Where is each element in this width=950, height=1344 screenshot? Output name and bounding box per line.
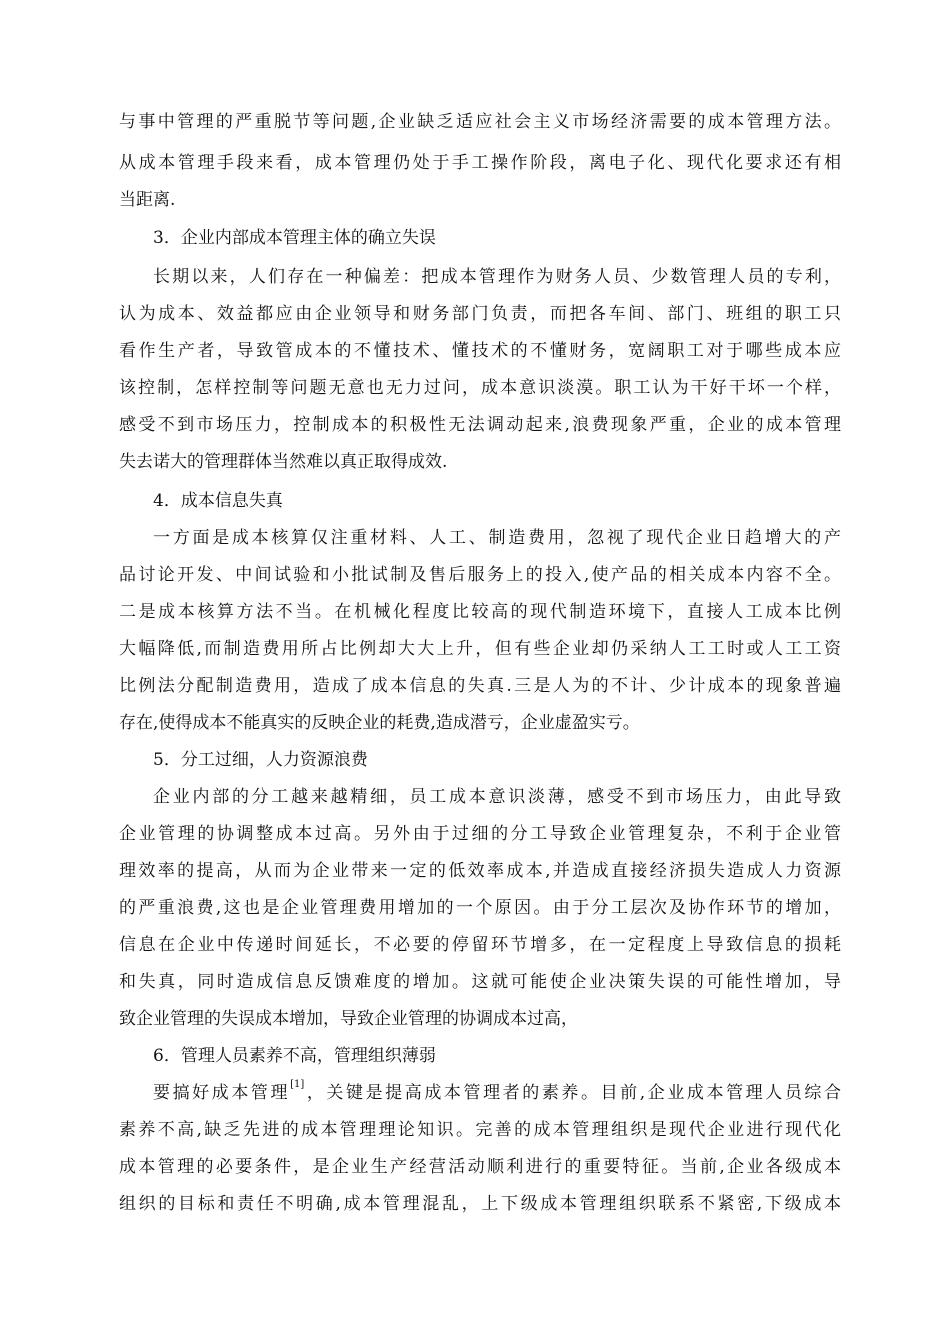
paragraph-line: [153, 1076, 841, 1110]
paragraph-line: 与事中管理的严重脱节等问题,企业缺乏适应社会主义市场经济需要的成本管理方法。: [119, 112, 841, 132]
section-heading: 5．分工过细，人力资源浪费: [153, 750, 368, 770]
paragraph-line: 感受不到市场压力，控制成本的积极性无法调动起来,浪费现象严重，企业的成本管理: [119, 415, 841, 435]
paragraph-line: 的严重浪费,这也是企业管理费用增加的一个原因。由于分工层次及协作环节的增加，: [119, 898, 841, 918]
paragraph-line: 信息在企业中传递时间延长，不必要的停留环节增多，在一定程度上导致信息的损耗: [119, 935, 841, 955]
paragraph-line: 大幅降低,而制造费用所占比例却大大上升，但有些企业却仍采纳人工工时或人工工资: [119, 639, 841, 659]
paragraph-line: 存在,使得成本不能真实的反映企业的耗费,造成潜亏，企业虚盈实亏。: [119, 713, 640, 733]
paragraph-line: 认为成本、效益都应由企业领导和财务部门负责，而把各车间、部门、班组的职工只: [119, 304, 841, 324]
section-heading: 3．企业内部成本管理主体的确立失误: [153, 228, 436, 248]
paragraph-line: 企业管理的协调整成本过高。另外由于过细的分工导致企业管理复杂，不利于企业管: [119, 824, 841, 844]
paragraph-line: 长期以来，人们存在一种偏差：把成本管理作为财务人员、少数管理人员的专利，: [153, 267, 841, 287]
paragraph-line: 比例法分配制造费用，造成了成本信息的失真.三是人为的不计、少计成本的现象普遍: [119, 676, 841, 696]
section-heading: 6．管理人员素养不高，管理组织薄弱: [153, 1046, 436, 1066]
paragraph-line: 当距离.: [119, 190, 176, 210]
paragraph-line: 理效率的提高，从而为企业带来一定的低效率成本,并造成直接经济损失造成人力资源: [119, 861, 841, 881]
paragraph-line: 和失真，同时造成信息反馈难度的增加。这就可能使企业决策失误的可能性增加，导: [119, 972, 841, 992]
paragraph-line: 看作生产者，导致管成本的不懂技术、懂技术的不懂财务，宽阔职工对于哪些成本应: [119, 341, 841, 361]
text-run: 要搞好成本管理: [153, 1083, 291, 1103]
text-run: ，关键是提高成本管理者的素养。目前,企业成本管理人员综合: [304, 1083, 841, 1103]
paragraph-line: 从成本管理手段来看，成本管理仍处于手工操作阶段，离电子化、现代化要求还有相: [119, 153, 841, 173]
paragraph-line: 失去诺大的管理群体当然难以真正取得成效.: [119, 452, 448, 472]
paragraph-line: 致企业管理的失误成本增加，导致企业管理的协调成本过高，: [119, 1009, 578, 1029]
paragraph-line: 二是成本核算方法不当。在机械化程度比较高的现代制造环境下，直接人工成本比例: [119, 602, 841, 622]
paragraph-line: 成本管理的必要条件，是企业生产经营活动顺利进行的重要特征。当前,企业各级成本: [119, 1157, 841, 1177]
citation-ref: [1]: [290, 1079, 305, 1090]
section-heading: 4．成本信息失真: [153, 491, 283, 511]
paragraph-line: 该控制，怎样控制等问题无意也无力过问，成本意识淡漠。职工认为干好干坏一个样，: [119, 378, 841, 398]
paragraph-line: 组织的目标和责任不明确,成本管理混乱，上下级成本管理组织联系不紧密,下级成本: [119, 1194, 841, 1214]
paragraph-line: 企业内部的分工越来越精细，员工成本意识淡薄，感受不到市场压力，由此导致: [153, 787, 841, 807]
paragraph-line: 品讨论开发、中间试验和小批试制及售后服务上的投入,使产品的相关成本内容不全。: [119, 565, 841, 585]
paragraph-line: 一方面是成本核算仅注重材料、人工、制造费用，忽视了现代企业日趋增大的产: [153, 528, 841, 548]
paragraph-line: 素养不高,缺乏先进的成本管理理论知识。完善的成本管理组织是现代企业进行现代化: [119, 1120, 841, 1140]
